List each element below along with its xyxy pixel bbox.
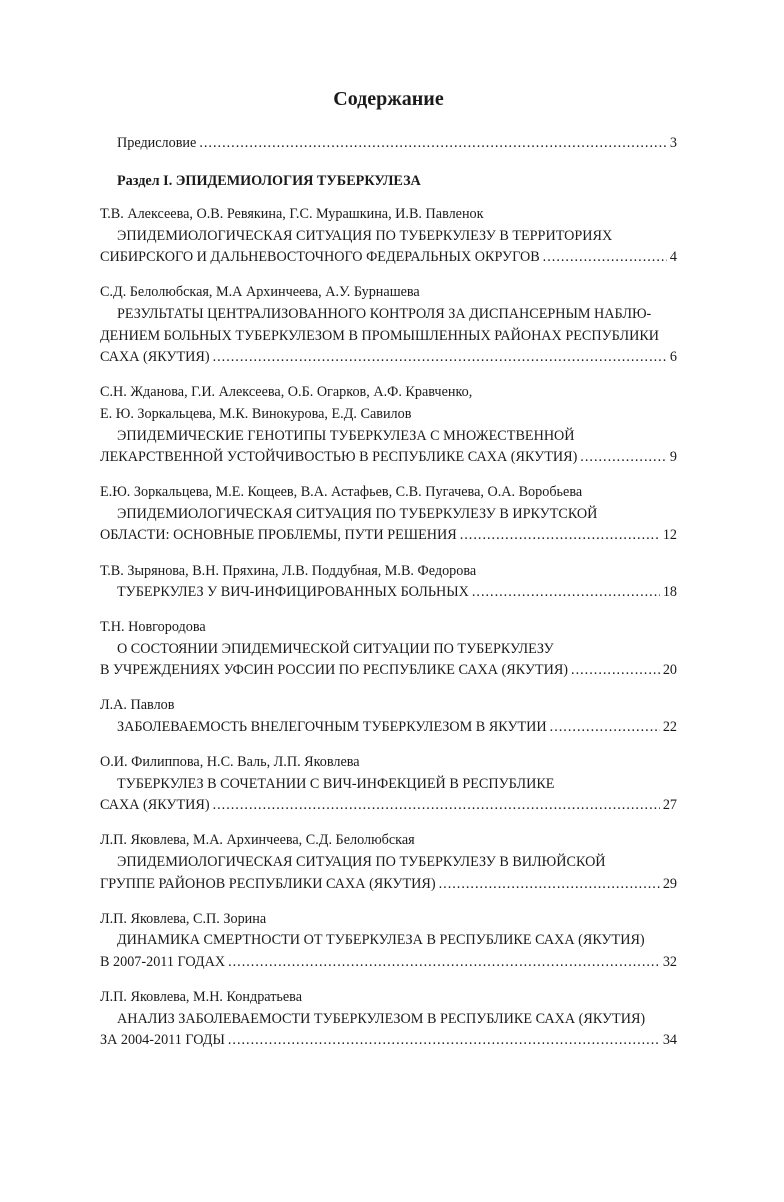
toc-entries xyxy=(100,204,677,1052)
entry-title: В УЧРЕЖДЕНИЯХ УФСИН РОССИИ ПО РЕСПУБЛИКЕ САХА (ЯКУТИЯ) xyxy=(100,662,569,679)
toc-entry xyxy=(100,561,677,604)
entry-authors: Е.Ю. Зоркальцева, М.Е. Кощеев, В.А. Астафьев, С.В. Пугачева, О.А. Воробьева xyxy=(100,484,583,501)
entry-title-line xyxy=(100,874,677,896)
entry-authors: Т.В. Алексеева, О.В. Ревякина, Г.С. Мурашкина, И.В. Павленок xyxy=(100,206,484,223)
entry-title-line: ЭПИДЕМИОЛОГИЧЕСКАЯ СИТУАЦИЯ ПО ТУБЕРКУЛЕЗУ В ВИЛЮЙСКОЙ xyxy=(117,854,606,871)
page-number: 29 xyxy=(662,875,677,892)
entry-title-line xyxy=(100,347,677,369)
entry-title: СИБИРСКОГО И ДАЛЬНЕВОСТОЧНОГО ФЕДЕРАЛЬНЫХ ОКРУГОВ xyxy=(100,249,540,266)
page-number: 34 xyxy=(662,1032,677,1049)
toc-entry xyxy=(100,204,677,269)
page-number: 27 xyxy=(662,797,677,814)
dot-leader xyxy=(228,1030,660,1052)
entry-title-line xyxy=(100,447,677,469)
entry-title-line: О СОСТОЯНИИ ЭПИДЕМИЧЕСКОЙ СИТУАЦИИ ПО ТУБЕРКУЛЕЗУ xyxy=(117,640,554,657)
entry-title: ЗАБОЛЕВАЕМОСТЬ ВНЕЛЕГОЧНЫМ ТУБЕРКУЛЕЗОМ В ЯКУТИИ xyxy=(117,719,547,736)
dot-leader xyxy=(580,447,667,469)
entry-authors: Л.П. Яковлева, М.А. Архинчеева, С.Д. Белолюбская xyxy=(100,832,415,849)
entry-title-line xyxy=(100,525,677,547)
page-title: Содержание xyxy=(333,88,444,110)
entry-authors: Л.А. Павлов xyxy=(100,697,175,714)
dot-leader xyxy=(472,582,660,604)
dot-leader xyxy=(550,717,660,739)
toc-entry xyxy=(100,482,677,547)
page-number: 18 xyxy=(662,584,677,601)
toc-entry xyxy=(100,617,677,682)
toc-entry-preface xyxy=(117,133,677,155)
entry-authors: С.Н. Жданова, Г.И. Алексеева, О.Б. Огарков, А.Ф. Кравченко, xyxy=(100,384,473,401)
entry-authors: Е. Ю. Зоркальцева, М.К. Винокурова, Е.Д. Савилов xyxy=(100,405,412,422)
entry-title-line: ЭПИДЕМИОЛОГИЧЕСКАЯ СИТУАЦИЯ ПО ТУБЕРКУЛЕЗУ В ТЕРРИТОРИЯХ xyxy=(117,227,613,244)
toc-entry xyxy=(100,987,677,1052)
entry-title: ЛЕКАРСТВЕННОЙ УСТОЙЧИВОСТЬЮ В РЕСПУБЛИКЕ САХА (ЯКУТИЯ) xyxy=(100,449,578,466)
page-number: 20 xyxy=(662,662,677,679)
entry-title-line: ЭПИДЕМИОЛОГИЧЕСКАЯ СИТУАЦИЯ ПО ТУБЕРКУЛЕЗУ В ИРКУТСКОЙ xyxy=(117,505,598,522)
entry-authors: Л.П. Яковлева, М.Н. Кондратьева xyxy=(100,989,302,1005)
entry-title-line xyxy=(100,717,677,739)
page-number: 4 xyxy=(669,249,677,266)
toc-entry xyxy=(100,695,677,738)
entry-title-line: ЭПИДЕМИЧЕСКИЕ ГЕНОТИПЫ ТУБЕРКУЛЕЗА С МНОЖЕСТВЕННОЙ xyxy=(117,427,575,444)
dot-leader xyxy=(199,133,667,155)
toc-entry xyxy=(100,382,677,468)
toc-entry xyxy=(100,909,677,974)
entry-title: Предисловие xyxy=(117,135,197,151)
entry-title: ЗА 2004-2011 ГОДЫ xyxy=(100,1032,225,1049)
dot-leader xyxy=(460,525,660,547)
entry-authors: О.И. Филиппова, Н.С. Валь, Л.П. Яковлева xyxy=(100,754,360,771)
entry-title-line xyxy=(100,1030,677,1052)
dot-leader xyxy=(228,952,660,974)
entry-title-line xyxy=(100,582,677,604)
entry-title: САХА (ЯКУТИЯ) xyxy=(100,797,210,814)
entry-title-line: АНАЛИЗ ЗАБОЛЕВАЕМОСТИ ТУБЕРКУЛЕЗОМ В РЕСПУБЛИКЕ САХА (ЯКУТИЯ) xyxy=(117,1010,646,1027)
entry-title-line xyxy=(100,660,677,682)
dot-leader xyxy=(543,247,667,269)
dot-leader xyxy=(571,660,660,682)
table-of-contents xyxy=(100,88,677,1065)
section-heading: Раздел I. ЭПИДЕМИОЛОГИЯ ТУБЕРКУЛЕЗА xyxy=(117,172,421,189)
entry-title: В 2007-2011 ГОДАХ xyxy=(100,953,226,970)
entry-title: ГРУППЕ РАЙОНОВ РЕСПУБЛИКИ САХА (ЯКУТИЯ) xyxy=(100,875,436,892)
dot-leader xyxy=(439,874,660,896)
page-number: 12 xyxy=(662,527,677,544)
dot-leader xyxy=(213,795,660,817)
entry-title-line xyxy=(100,795,677,817)
page-number: 9 xyxy=(669,449,677,466)
entry-title-line: ДИНАМИКА СМЕРТНОСТИ ОТ ТУБЕРКУЛЕЗА В РЕСПУБЛИКЕ САХА (ЯКУТИЯ) xyxy=(117,932,645,949)
toc-entry xyxy=(100,830,677,895)
entry-title-line: ДЕНИЕМ БОЛЬНЫХ ТУБЕРКУЛЕЗОМ В ПРОМЫШЛЕННЫХ РАЙОНАХ РЕСПУБЛИКИ xyxy=(100,327,660,344)
entry-title-line xyxy=(100,952,677,974)
entry-title: ТУБЕРКУЛЕЗ У ВИЧ-ИНФИЦИРОВАННЫХ БОЛЬНЫХ xyxy=(117,584,469,601)
entry-title: ОБЛАСТИ: ОСНОВНЫЕ ПРОБЛЕМЫ, ПУТИ РЕШЕНИЯ xyxy=(100,527,457,544)
page-number: 22 xyxy=(662,719,677,736)
entry-title-line xyxy=(100,247,677,269)
toc-entry xyxy=(100,752,677,817)
dot-leader xyxy=(213,347,667,369)
entry-title: САХА (ЯКУТИЯ) xyxy=(100,349,210,366)
entry-title-line: ТУБЕРКУЛЕЗ В СОЧЕТАНИИ С ВИЧ-ИНФЕКЦИЕЙ В РЕСПУБЛИКЕ xyxy=(117,775,555,792)
page-number: 3 xyxy=(669,135,677,151)
entry-authors: С.Д. Белолюбская, М.А Архинчеева, А.У. Бурнашева xyxy=(100,284,420,301)
entry-authors: Л.П. Яковлева, С.П. Зорина xyxy=(100,910,267,927)
entry-authors: Т.Н. Новгородова xyxy=(100,619,206,636)
entry-authors: Т.В. Зырянова, В.Н. Пряхина, Л.В. Поддубная, М.В. Федорова xyxy=(100,562,477,579)
page-number: 32 xyxy=(662,953,677,970)
page-number: 6 xyxy=(669,349,677,366)
entry-title-line: РЕЗУЛЬТАТЫ ЦЕНТРАЛИЗОВАННОГО КОНТРОЛЯ ЗА ДИСПАНСЕРНЫМ НАБЛЮ- xyxy=(117,306,652,323)
toc-entry xyxy=(100,282,677,368)
